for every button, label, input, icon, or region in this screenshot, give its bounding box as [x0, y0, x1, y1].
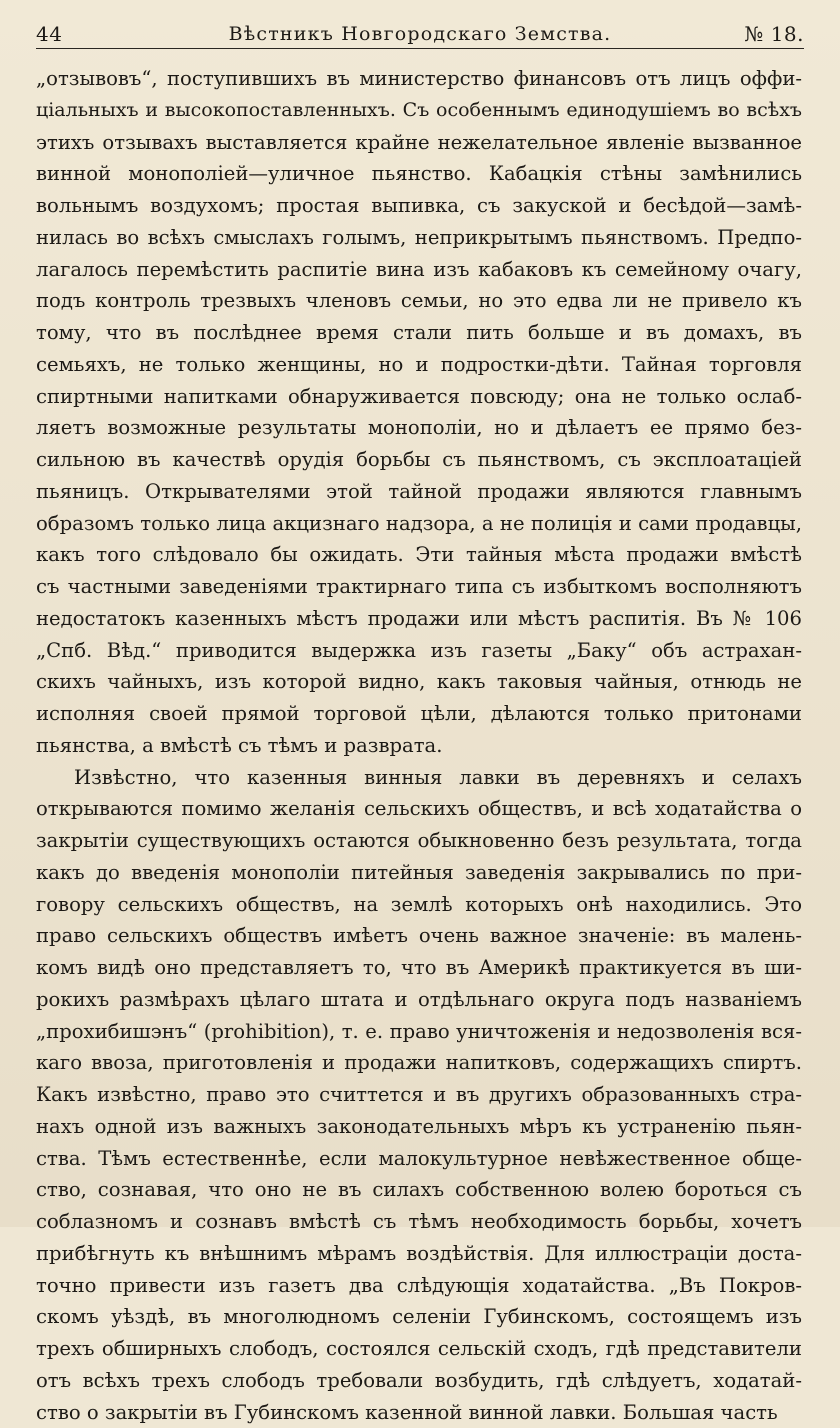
text-line: какъ того слѣдовало бы ожидать. Эти тайныя мѣста продажи вмѣстѣ: [36, 539, 802, 571]
text-line: говору сельскихъ обществъ, на землѣ которыхъ онѣ находились. Это: [36, 889, 802, 921]
text-line: Какъ извѣстно, право это считтется и въ другихъ образованныхъ стра-: [36, 1079, 802, 1111]
paragraph: [36, 762, 802, 1428]
text-line: право сельскихъ обществъ имѣетъ очень важное значеніе: въ малень-: [36, 920, 802, 952]
text-line: „Спб. Вѣд.“ приводится выдержка изъ газеты „Баку“ объ астрахан-: [36, 635, 802, 667]
text-line: „отзывовъ“, поступившихъ въ министерство финансовъ отъ лицъ оффи-: [36, 63, 802, 95]
text-line: отъ всѣхъ трехъ слободъ требовали возбудить, гдѣ слѣдуетъ, ходатай-: [36, 1365, 802, 1397]
text-line: прибѣгнуть къ внѣшнимъ мѣрамъ воздѣйствія. Для иллюстраціи доста-: [36, 1238, 802, 1270]
text-line: тому, что въ послѣднее время стали пить больше и въ домахъ, въ: [36, 317, 802, 349]
text-line: трехъ обширныхъ слободъ, состоялся сельскій сходъ, гдѣ представители: [36, 1333, 802, 1365]
text-line: исполняя своей прямой торговой цѣли, дѣлаются только притонами: [36, 698, 802, 730]
text-line: ства. Тѣмъ естественнѣе, если малокультурное невѣжественное обще-: [36, 1143, 802, 1175]
text-line: каго ввоза, приготовленія и продажи напитковъ, содержащихъ спиртъ.: [36, 1047, 802, 1079]
text-line: скомъ уѣздѣ, въ многолюдномъ селеніи Губинскомъ, состоящемъ изъ: [36, 1301, 802, 1333]
text-line: рокихъ размѣрахъ цѣлаго штата и отдѣльнаго округа подъ названіемъ: [36, 984, 802, 1016]
text-line: какъ до введенія монополіи питейныя заведенія закрывались по при-: [36, 857, 802, 889]
page-header: [36, 18, 804, 49]
text-line: ство о закрытіи въ Губинскомъ казенной винной лавки. Большая часть: [36, 1397, 802, 1428]
text-line: винной монополіей—уличное пьянство. Кабацкія стѣны замѣнились: [36, 158, 802, 190]
issue-number: № 18.: [744, 22, 804, 46]
text-line: ство, сознавая, что оно не въ силахъ собственною волею бороться съ: [36, 1174, 802, 1206]
text-line: образомъ только лица акцизнаго надзора, а не полиція и сами продавцы,: [36, 508, 802, 540]
text-line: Извѣстно, что казенныя винныя лавки въ деревняхъ и селахъ: [36, 762, 802, 794]
text-line: вольнымъ воздухомъ; простая выпивка, съ закуской и бесѣдой—замѣ-: [36, 190, 802, 222]
text-line: соблазномъ и сознавъ вмѣстѣ съ тѣмъ необходимость борьбы, хочетъ: [36, 1206, 802, 1238]
body-text: [36, 63, 802, 1428]
page-number: 44: [36, 22, 62, 46]
text-line: ляетъ возможные результаты монополіи, но и дѣлаетъ ее прямо без-: [36, 412, 802, 444]
text-line: пьянства, а вмѣстѣ съ тѣмъ и разврата.: [36, 730, 802, 762]
text-line: подъ контроль трезвыхъ членовъ семьи, но это едва ли не привело къ: [36, 285, 802, 317]
text-line: комъ видѣ оно представляетъ то, что въ Америкѣ практикуется въ ши-: [36, 952, 802, 984]
text-line: скихъ чайныхъ, изъ которой видно, какъ таковыя чайныя, отнюдь не: [36, 666, 802, 698]
text-line: семьяхъ, не только женщины, но и подростки-дѣти. Тайная торговля: [36, 349, 802, 381]
text-line: пьяницъ. Открывателями этой тайной продажи являются главнымъ: [36, 476, 802, 508]
text-line: открываются помимо желанія сельскихъ обществъ, и всѣ ходатайства о: [36, 793, 802, 825]
text-line: сильною въ качествѣ орудія борьбы съ пьянствомъ, съ эксплоатаціей: [36, 444, 802, 476]
text-line: ціальныхъ и высокопоставленныхъ. Съ особеннымъ единодушіемъ во всѣхъ: [36, 95, 802, 127]
text-line: недостатокъ казенныхъ мѣстъ продажи или мѣстъ распитія. Въ № 106: [36, 603, 802, 635]
text-line: съ частными заведеніями трактирнаго типа съ избыткомъ восполняютъ: [36, 571, 802, 603]
running-title: Вѣстникъ Новгородскаго Земства.: [36, 23, 804, 45]
text-line: точно привести изъ газетъ два слѣдующія ходатайства. „Въ Покров-: [36, 1270, 802, 1302]
text-line: нахъ одной изъ важныхъ законодательныхъ мѣръ къ устраненію пьян-: [36, 1111, 802, 1143]
paragraph: [36, 63, 802, 762]
text-line: „прохибишэнъ“ (prohibition), т. е. право уничтоженія и недозволенія вся-: [36, 1016, 802, 1048]
text-line: закрытіи существующихъ остаются обыкновенно безъ результата, тогда: [36, 825, 802, 857]
text-line: нилась во всѣхъ смыслахъ голымъ, неприкрытымъ пьянствомъ. Предпо-: [36, 222, 802, 254]
text-line: лагалось перемѣстить распитіе вина изъ кабаковъ къ семейному очагу,: [36, 254, 802, 286]
text-line: этихъ отзывахъ выставляется крайне нежелательное явленіе вызванное: [36, 127, 802, 159]
text-line: спиртными напитками обнаруживается повсюду; она не только ослаб-: [36, 381, 802, 413]
